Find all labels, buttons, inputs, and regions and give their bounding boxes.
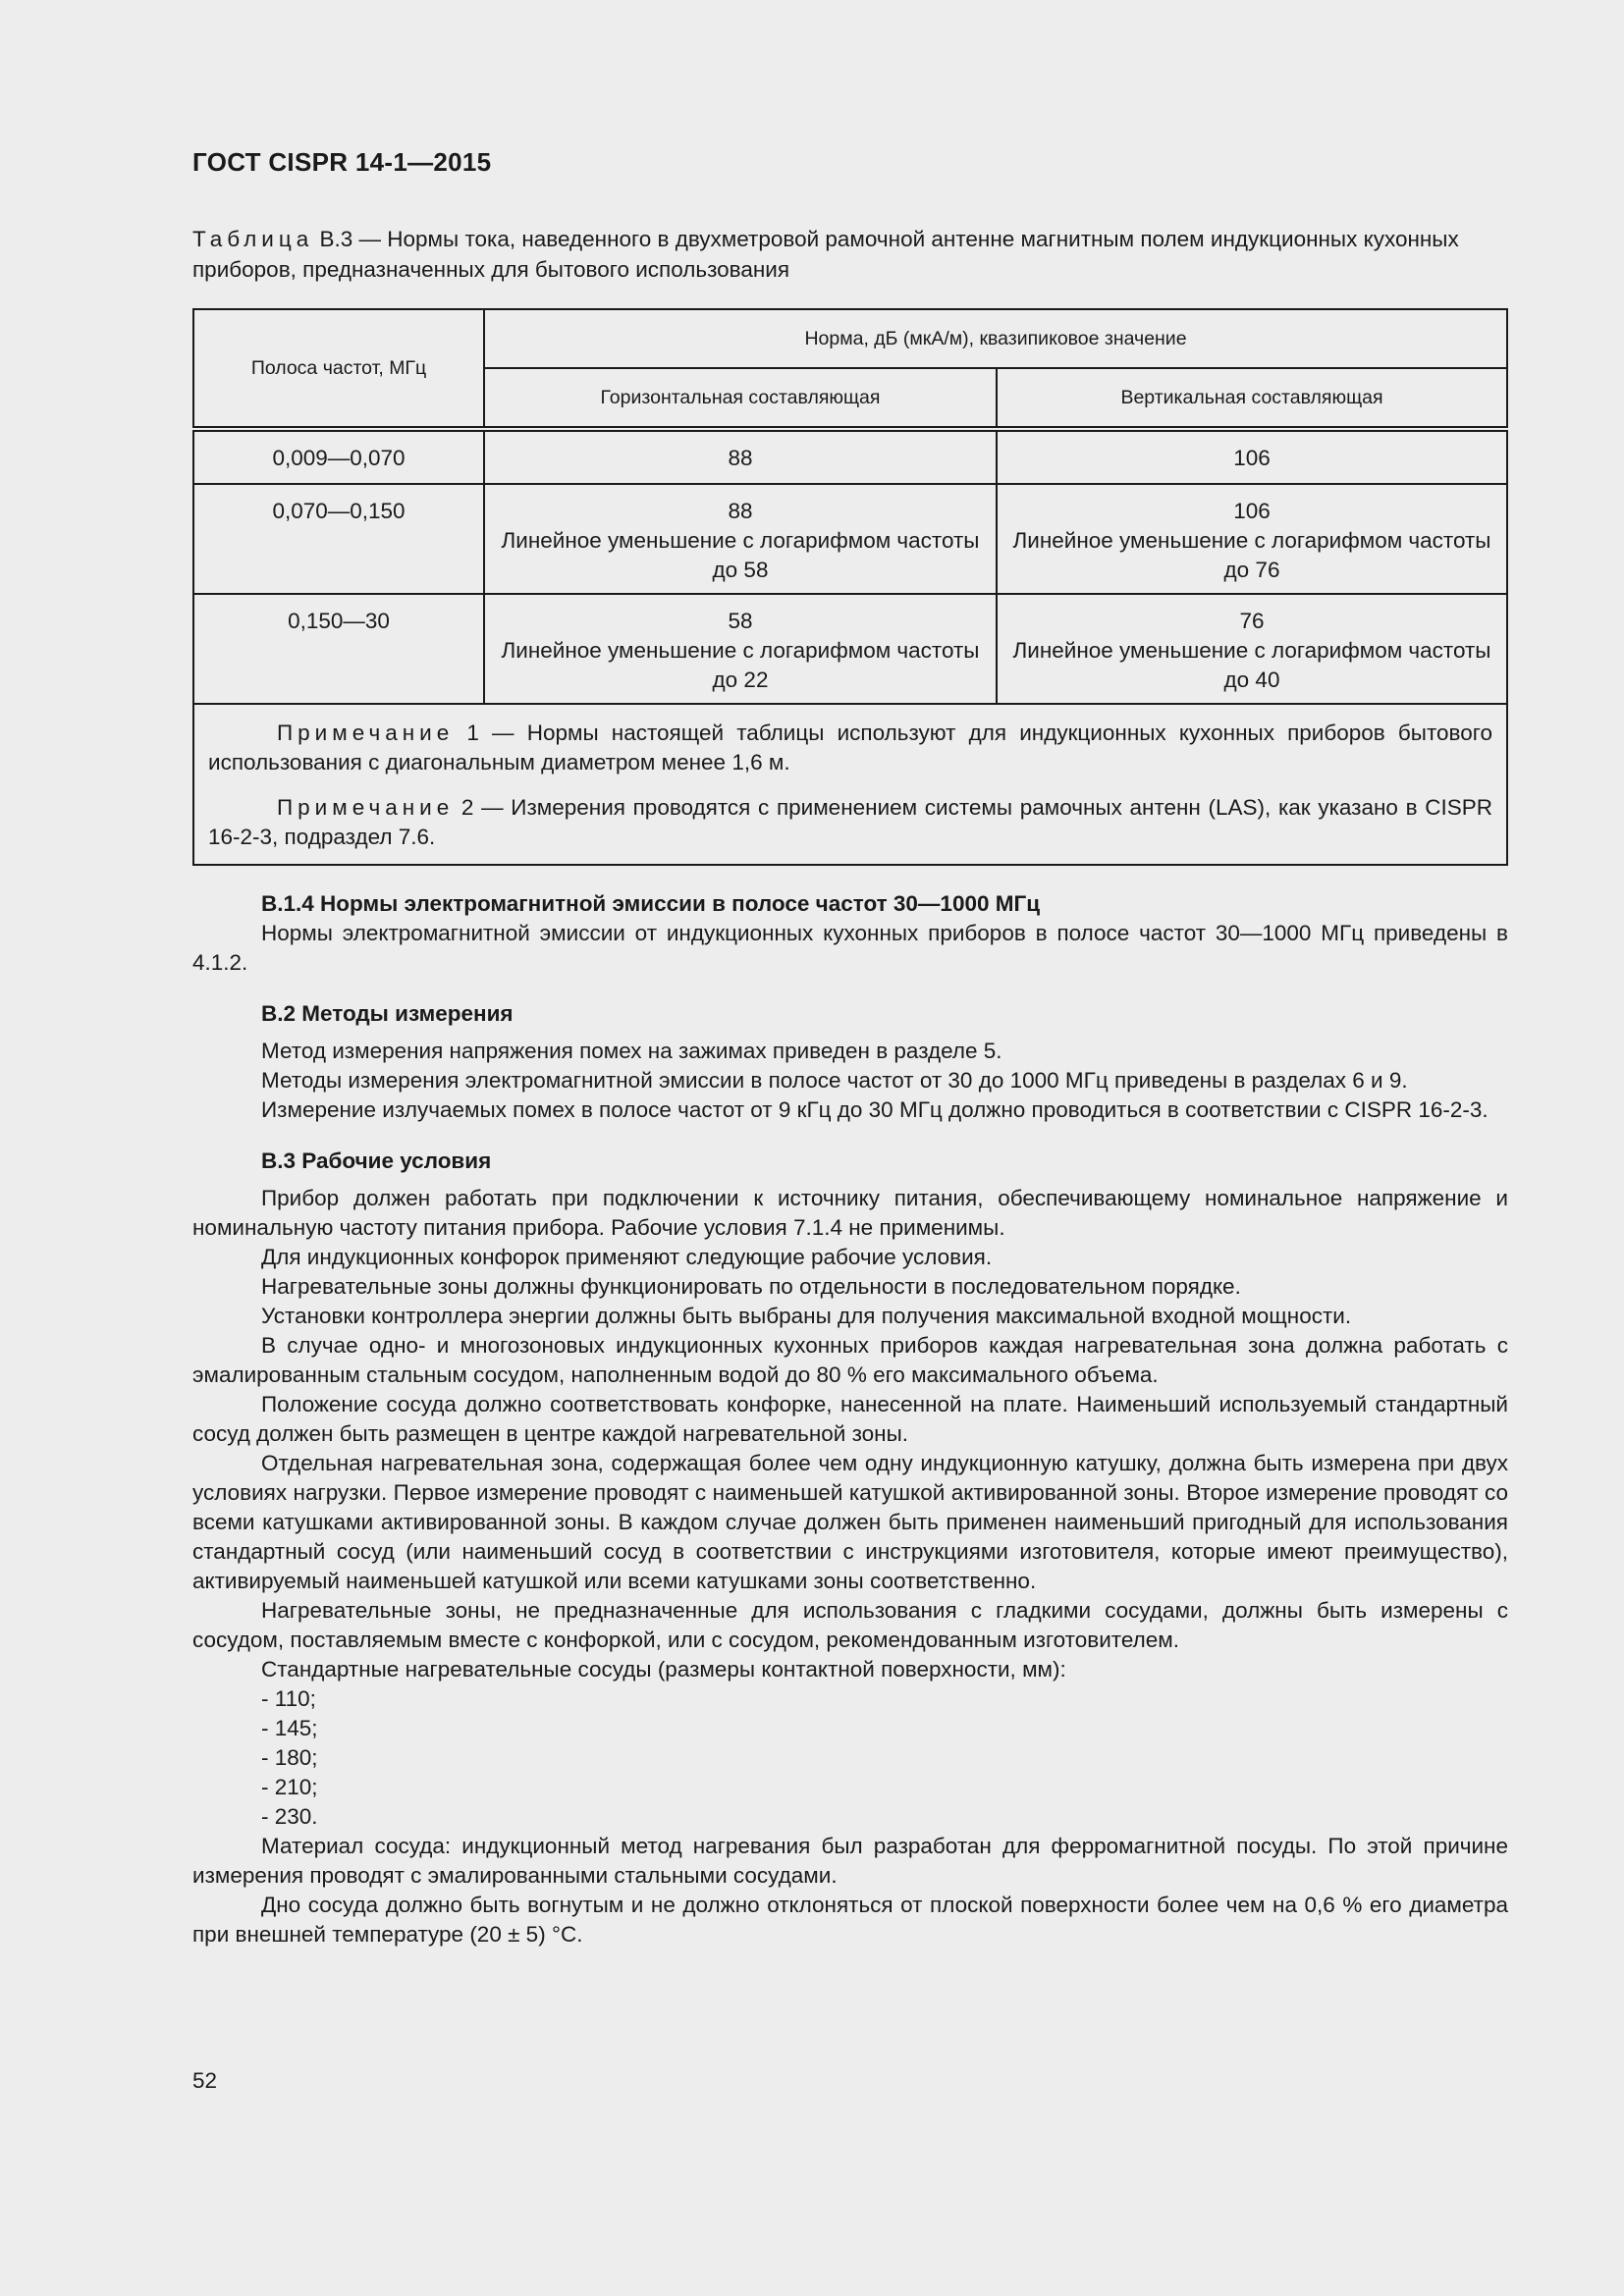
cell-horizontal [484, 429, 997, 484]
vertical-value: 106 [1233, 499, 1271, 523]
table-caption [192, 224, 1508, 285]
table-row [193, 429, 1507, 484]
horizontal-value: 58 [728, 609, 753, 633]
horizontal-value: 88 [728, 499, 753, 523]
note-label: Примечание [277, 795, 455, 820]
page-content [192, 224, 1508, 1949]
cell-frequency: 0,070—0,150 [193, 484, 484, 594]
horizontal-value: 88 [728, 446, 753, 470]
table-row [193, 594, 1507, 704]
vertical-text: Линейное уменьшение с логарифмом частоты до 40 [1012, 638, 1491, 692]
paragraph: Положение сосуда должно соответствовать конфорке, нанесенной на плате. Наименьший используемый стандартный сосуд должен быть размещен в центре каждой нагревательной зоны. [192, 1392, 1508, 1446]
section-heading-b3: В.3 Рабочие условия [261, 1148, 492, 1173]
cell-vertical [997, 429, 1507, 484]
paragraph: Прибор должен работать при подключении к источнику питания, обеспечивающему номинальное напряжение и номинальную частоту питания прибора. Рабочие условия 7.1.4 не применимы. [192, 1186, 1508, 1240]
header-frequency-band: Полоса частот, МГц [193, 309, 484, 429]
vertical-value: 106 [1233, 446, 1271, 470]
paragraph: Методы измерения электромагнитной эмиссии в полосе частот от 30 до 1000 МГц приведены в разделах 6 и 9. [261, 1068, 1408, 1093]
table-row [193, 484, 1507, 594]
paragraph: Стандартные нагревательные сосуды (размеры контактной поверхности, мм): [261, 1657, 1066, 1682]
paragraph: Дно сосуда должно быть вогнутым и не должно отклоняться от плоской поверхности более чем на 0,6 % его диаметра при внешней температуре (20 ± 5) °С. [192, 1893, 1508, 1947]
norms-table [192, 308, 1508, 866]
note-number: 2 [460, 795, 474, 820]
list-item: - 145; [261, 1716, 318, 1740]
table-note [208, 719, 1492, 777]
table-caption-label: Таблица [192, 227, 314, 251]
cell-vertical [997, 484, 1507, 594]
list-item: - 180; [261, 1745, 318, 1770]
paragraph: Отдельная нагревательная зона, содержащая более чем одну индукционную катушку, должна быть измерена при двух условиях нагрузки. Первое измерение проводят с наименьшей катушкой активированной зоны. Второе измерение проводят со всеми катушками активированной зоны. В каждом случае должен быть применен наименьший пригодный для использования стандартный сосуд (или наименьший сосуд в соответствии с инструкциями изготовителя, которые имеют преимущество), активируемый наименьшей катушкой или всеми катушками зоны соответственно. [192, 1451, 1508, 1593]
note-text: — Нормы настоящей таблицы используют для индукционных кухонных приборов бытового использования с диагональным диаметром менее 1,6 м. [208, 721, 1492, 774]
header-vertical: Вертикальная составляющая [997, 368, 1507, 429]
paragraph: Установки контроллера энергии должны быть выбраны для получения максимальной входной мощности. [261, 1304, 1352, 1328]
page-number: 52 [192, 2068, 218, 2093]
note-number: 1 [466, 721, 479, 745]
cell-horizontal [484, 594, 997, 704]
table-note [208, 793, 1492, 852]
cell-horizontal [484, 484, 997, 594]
cell-frequency: 0,150—30 [193, 594, 484, 704]
section-heading-b2: В.2 Методы измерения [261, 1001, 514, 1026]
table-caption-text: — Нормы тока, наведенного в двухметровой рамочной антенне магнитным полем индукционных кухонных приборов, предназначенных для бытового использования [192, 227, 1459, 282]
paragraph: Материал сосуда: индукционный метод нагревания был разработан для ферромагнитной посуды. По этой причине измерения проводят с эмалированными стальными сосудами. [192, 1834, 1508, 1888]
section-heading-b14: В.1.4 Нормы электромагнитной эмиссии в полосе частот 30—1000 МГц [261, 891, 1041, 916]
horizontal-text: Линейное уменьшение с логарифмом частоты до 22 [501, 638, 980, 692]
header-norm: Норма, дБ (мкА/м), квазипиковое значение [484, 309, 1507, 368]
paragraph: В случае одно- и многозоновых индукционных кухонных приборов каждая нагревательная зона должна работать с эмалированным стальным сосудом, наполненным водой до 80 % его максимального объема. [192, 1333, 1508, 1387]
vertical-text: Линейное уменьшение с логарифмом частоты до 76 [1012, 528, 1491, 582]
vertical-value: 76 [1239, 609, 1265, 633]
table-notes [193, 704, 1507, 865]
note-label: Примечание [277, 721, 455, 745]
cell-vertical [997, 594, 1507, 704]
paragraph: Нормы электромагнитной эмиссии от индукционных кухонных приборов в полосе частот 30—1000 МГц приведены в 4.1.2. [192, 921, 1508, 975]
table-notes-row [193, 704, 1507, 865]
paragraph: Нагревательные зоны должны функционировать по отдельности в последовательном порядке. [261, 1274, 1241, 1299]
cell-frequency: 0,009—0,070 [193, 429, 484, 484]
horizontal-text: Линейное уменьшение с логарифмом частоты до 58 [501, 528, 980, 582]
paragraph: Для индукционных конфорок применяют следующие рабочие условия. [261, 1245, 993, 1269]
paragraph: Измерение излучаемых помех в полосе частот от 9 кГц до 30 МГц должно проводиться в соответствии с CISPR 16-2-3. [261, 1097, 1489, 1122]
header-horizontal: Горизонтальная составляющая [484, 368, 997, 429]
table-caption-number: В.3 [319, 227, 353, 251]
vessel-sizes-list [192, 1684, 1508, 1832]
note-text: — Измерения проводятся с применением системы рамочных антенн (LAS), как указано в CISPR 16-2-3, подраздел 7.6. [208, 795, 1492, 849]
list-item: - 110; [261, 1686, 316, 1711]
list-item: - 210; [261, 1775, 318, 1799]
paragraph: Метод измерения напряжения помех на зажимах приведен в разделе 5. [261, 1039, 1002, 1063]
document-header: ГОСТ CISPR 14-1—2015 [192, 147, 492, 177]
paragraph: Нагревательные зоны, не предназначенные для использования с гладкими сосудами, должны быть измерены с сосудом, поставляемым вместе с конфоркой, или с сосудом, рекомендованным изготовителем. [192, 1598, 1508, 1652]
list-item: - 230. [261, 1804, 318, 1829]
